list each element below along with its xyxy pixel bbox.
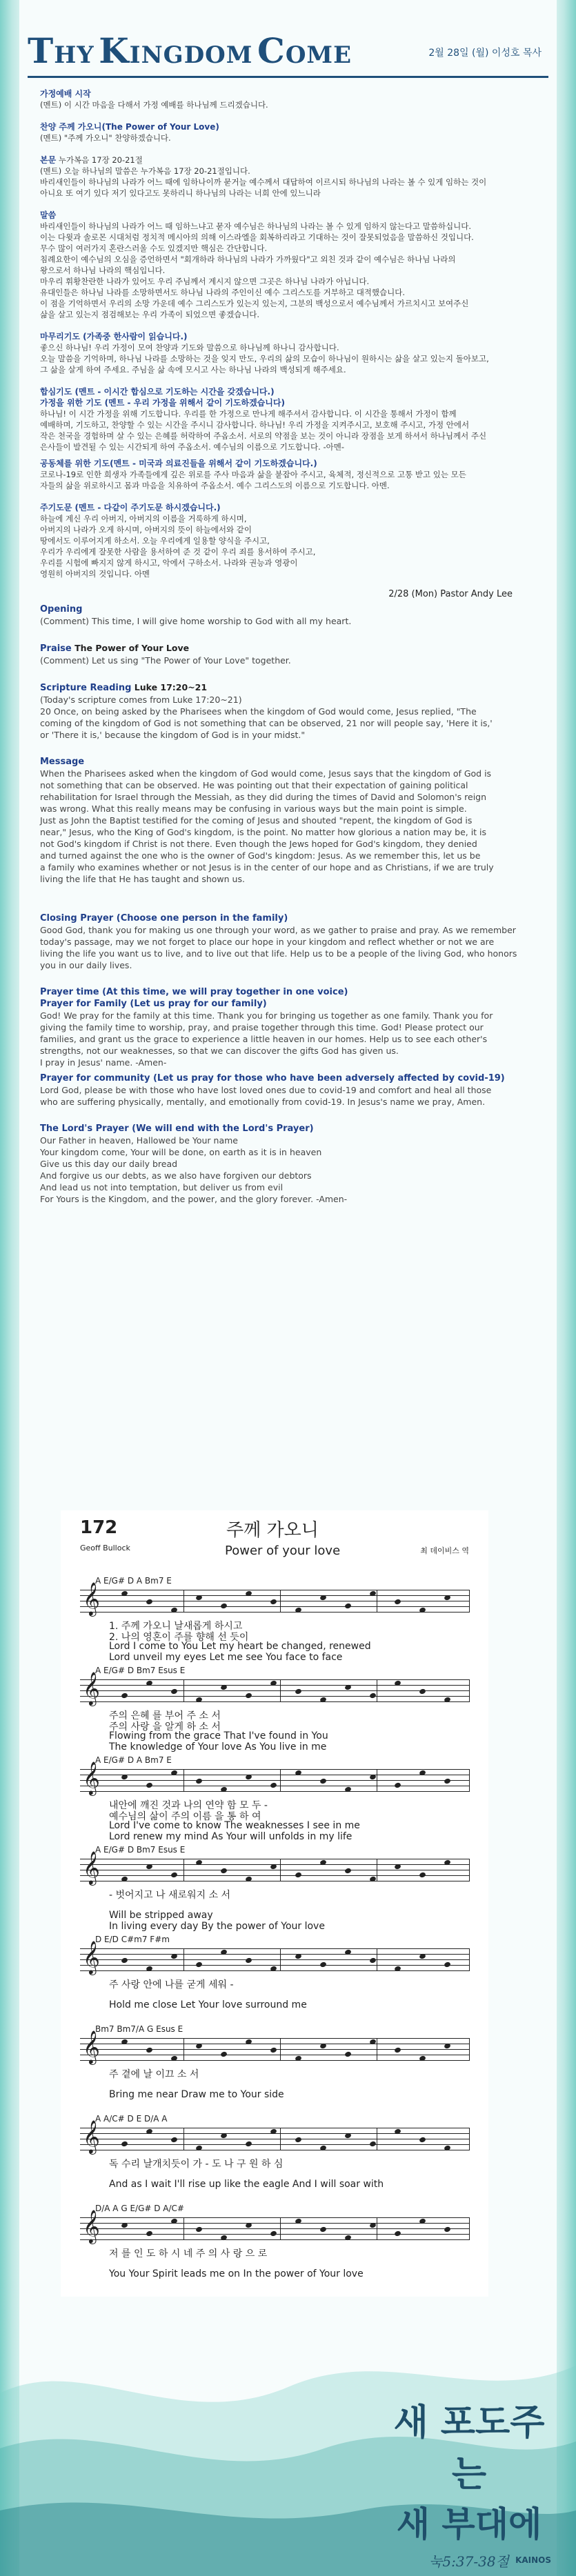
note-head xyxy=(394,1864,401,1870)
scripture-ref-ko: 누가복음 17장 20-21절 xyxy=(56,155,143,165)
community-prayer-line: Lord God, please be with those who have lost loved ones due to covid-19 and comfort and heal all those xyxy=(40,1085,492,1095)
bar-line xyxy=(280,1769,281,1792)
scripture-line: 20 Once, on being asked by the Pharisees when the kingdom of God would come, Jesus replied, "The xyxy=(40,706,477,717)
lyric-ko-verse1: 주 사랑 안에 나를 굳게 세워 - xyxy=(109,1979,234,1990)
note-head xyxy=(319,1778,327,1785)
chord-symbols: A E/G# D Bm7 Esus E xyxy=(95,1666,186,1675)
note-head xyxy=(369,2141,377,2148)
scripture-heading-en: Scripture Reading xyxy=(40,683,132,693)
staff-line xyxy=(80,2239,470,2240)
lords-prayer-line: Our Father in heaven, Hallowed be Your name xyxy=(40,1135,238,1146)
lyric-en-verse1: Lord I come to You Let my heart be changed, renewed xyxy=(109,1641,371,1652)
translator: 최 데이비스 역 xyxy=(420,1546,469,1555)
staff-line xyxy=(80,2144,470,2145)
lyric-ko-verse1: 주 곁에 날 이끄 소 서 xyxy=(109,2069,199,2080)
note-head xyxy=(444,1961,451,1968)
note-head xyxy=(369,1693,377,1699)
opening-text-en: (Comment) This time, I will give home worship to God with all my heart. xyxy=(40,616,352,626)
lords-prayer-line: 하늘에 계신 우리 아버지, 아버지의 이름을 거룩하게 하시며, xyxy=(40,514,247,523)
note-head xyxy=(319,2043,327,2050)
staff-line xyxy=(80,1701,470,1702)
lords-prayer-line: For Yours is the Kingdom, and the power, and the glory forever. -Amen- xyxy=(40,1194,348,1204)
lyric-ko-verse1: 주의 은혜 를 부어 주 소 서 xyxy=(109,1710,221,1721)
praise-heading-ko: 찬양 주께 가오니(The Power of Your Love) xyxy=(40,122,219,132)
lyric-ko-verse2: 2. 나의 영혼이 주를 향해 선 듯이 xyxy=(109,1632,249,1643)
community-prayer-line: 자들의 삶을 위로하시고 몸과 마음을 치유하여 주옵소서. 예수 그리스도의 이름으로 기도합니다. 아멘. xyxy=(40,481,390,490)
english-section xyxy=(40,603,547,1205)
note-head xyxy=(295,1872,302,1879)
campaign-reference: 눅5:37-38절 xyxy=(429,2553,509,2570)
message-line: 무수 많이 여러가지 혼란스러울 수도 있겠지만 핵심은 간단합니다. xyxy=(40,243,268,253)
message-line: was wrong. What this really means may be confusing in various ways but the main point is simple. xyxy=(40,803,467,814)
scripture-line: (멘트) 오늘 하나님의 말씀은 누가복음 17장 20-21절입니다. xyxy=(40,166,250,176)
note-head xyxy=(270,1782,277,1789)
note-head xyxy=(121,1957,128,1964)
message-line: When the Pharisees asked when the kingdom of God would come, Jesus says that the kingdom of God is xyxy=(40,768,492,779)
message-line: near," Jesus, who the King of God's kingdom, is the point. No matter how glorious a nation may be, it is xyxy=(40,827,487,837)
kairos-logo: KAINOS xyxy=(515,2555,551,2565)
lyric-en-verse2: The knowledge of Your love As You live in me xyxy=(109,1741,327,1753)
staff-line xyxy=(80,1780,470,1781)
lyric-en-verse1: Will be stripped away xyxy=(109,1910,213,1921)
message-line: not God's kingdom if Christ is not there. Even though the Jews hoped for God's kingdom, they denied xyxy=(40,839,477,849)
note-head xyxy=(146,1864,153,1870)
prayer-heading-ko: 합심기도 (멘트 - 이시간 합심으로 기도하는 시간을 갖겠습니다.) xyxy=(40,387,275,397)
message-line: 침례요한이 예수님의 오심을 증언하면서 "회개하라 하나님의 나라가 가까웠다"고 외친 것과 같이 예수님은 하나님 나라의 xyxy=(40,254,456,264)
staff-line xyxy=(80,1954,470,1955)
note-head xyxy=(369,1957,377,1964)
closing-line: you in our daily lives. xyxy=(40,960,132,970)
message-line: and turned against the one who is the owner of God's kingdom: Jesus. As we remember this, let us be xyxy=(40,850,481,861)
lords-prayer-line: 땅에서도 이루어지게 하소서. 오늘 우리에게 일용할 양식을 주시고, xyxy=(40,536,270,546)
treble-clef-icon: 𝄞 xyxy=(83,1850,100,1884)
note-head xyxy=(419,1688,426,1695)
note-head xyxy=(270,2047,277,2054)
campaign-title xyxy=(390,2393,548,2570)
note-head xyxy=(319,1595,327,1601)
message-line: 왕으로서 하나님 나라의 핵심입니다. xyxy=(40,266,166,275)
staff-line xyxy=(80,2223,470,2224)
note-head xyxy=(121,1693,128,1699)
bar-line xyxy=(469,2217,470,2240)
note-head xyxy=(245,2222,252,2229)
note-head xyxy=(121,2141,128,2148)
scripture-heading-ko: 본문 xyxy=(40,155,57,165)
note-head xyxy=(270,2230,277,2237)
bar-line xyxy=(469,1859,470,1881)
note-head xyxy=(220,1684,228,1691)
staff-line xyxy=(80,1769,470,1770)
note-head xyxy=(170,1953,178,1960)
bar-line xyxy=(469,1769,470,1792)
staff xyxy=(80,1940,470,1974)
date-pastor-ko: 2월 28일 (월) 이성호 목사 xyxy=(428,48,542,59)
opening-heading-en: Opening xyxy=(40,604,83,615)
bar-line xyxy=(280,1948,281,1971)
bar-line xyxy=(183,1769,184,1792)
chord-symbols: D/A A G E/G# D A/C# xyxy=(95,2204,184,2213)
community-prayer-heading-en: Prayer for community (Let us pray for those who have been adversely affected by covid-19) xyxy=(40,1073,505,1084)
closing-line: today's passage, may we not forget to place our hope in your kingdom and reflect whether or not we are xyxy=(40,937,495,947)
closing-line: Good God, thank you for making us one through your word, as we gather to praise and pray. As we remember xyxy=(40,925,516,935)
praise-text-ko: (멘트) "주께 가오니" 찬양하겠습니다. xyxy=(40,133,171,143)
scripture-ref-en: Luke 17:20~21 xyxy=(131,682,208,692)
family-prayer-line: I pray in Jesus' name. -Amen- xyxy=(40,1057,167,1068)
staff xyxy=(80,2209,470,2243)
staff-line xyxy=(80,2038,470,2039)
lyric-en-verse1: Hold me close Let Your love surround me xyxy=(109,1999,307,2010)
note-head xyxy=(146,2047,153,2054)
message-line: 삶을 살고 있는지 점검해보는 우리 가족이 되었으면 좋겠습니다. xyxy=(40,310,260,319)
staff-line xyxy=(80,1606,470,1607)
note-head xyxy=(394,2047,401,2054)
chord-symbols: A E/G# D Bm7 Esus E xyxy=(95,1845,186,1855)
message-line: living the life that He has taught and shown us. xyxy=(40,874,245,884)
bar-line xyxy=(183,1590,184,1613)
lords-prayer-line: Your kingdom come, Your will be done, on earth as it is in heaven xyxy=(40,1147,322,1157)
lords-prayer-line: And lead us not into temptation, but deliver us from evil xyxy=(40,1182,284,1192)
message-line: a family who examines whether or not Jesus is in the center of our hope and as Christians, if we are truly xyxy=(40,862,494,872)
header xyxy=(28,28,548,78)
note-head xyxy=(146,1782,153,1789)
note-head xyxy=(444,2043,451,2050)
family-prayer-line: 은사들이 발견될 수 있는 시간되게 하여 주옵소서. 예수님의 이름으로 기도합니다. -아멘- xyxy=(40,442,344,452)
note-head xyxy=(394,1782,401,1789)
note-head xyxy=(121,2222,128,2229)
opening-text-ko: (멘트) 이 시간 마음을 다해서 가정 예배를 하나님께 드리겠습니다. xyxy=(40,100,268,110)
lords-prayer-heading-ko: 주기도문 (멘트 - 다같이 주기도문 하시겠습니다.) xyxy=(40,503,221,512)
bar-line xyxy=(469,1590,470,1613)
family-prayer-line: God! We pray for the family at this time. Thank you for bringing us together as one family. Thank you for xyxy=(40,1010,493,1021)
message-heading-en: Message xyxy=(40,757,85,767)
treble-clef-icon: 𝄞 xyxy=(83,1940,100,1974)
bar-line xyxy=(469,1948,470,1971)
hymn-number: 172 xyxy=(80,1517,118,1538)
lyric-en-verse1: Bring me near Draw me to Your side xyxy=(109,2089,284,2100)
note-head xyxy=(344,1603,352,1610)
note-head xyxy=(295,1953,302,1960)
treble-clef-icon: 𝄞 xyxy=(83,1671,100,1705)
family-prayer-line: 하나님! 이 시간 가정을 위해 기도합니다. 우리를 한 가정으로 만나게 해주셔서 감사합니다. 이 시간을 통해서 가정이 함께 xyxy=(40,409,457,419)
note-head xyxy=(220,2133,228,2139)
lords-prayer-line: 우리를 시험에 빠지지 않게 하시고, 악에서 구하소서. 나라와 권능과 영광이 xyxy=(40,558,298,568)
bar-line xyxy=(183,1679,184,1702)
note-head xyxy=(195,2226,203,2233)
praise-title-en: The Power of Your Love xyxy=(71,643,190,653)
praise-heading-en: Praise xyxy=(40,643,72,654)
note-head xyxy=(444,1778,451,1785)
note-head xyxy=(220,1603,228,1610)
scripture-line: coming of the kingdom of God is not something that can be observed, 21 nor will people say, 'Here it is,' xyxy=(40,718,493,728)
lords-prayer-heading-en: The Lord's Prayer (We will end with the Lord's Prayer) xyxy=(40,1124,314,1134)
staff xyxy=(80,1671,470,1705)
closing-line: 그 삶을 살게 하여 주세요. 주님을 삶 속에 모시고 사는 하나님 나라의 백성되게 해주세요. xyxy=(40,365,346,375)
lyric-en-verse2: Lord unveil my eyes Let me see You face to face xyxy=(109,1652,343,1663)
staff-line xyxy=(80,1791,470,1792)
lords-prayer-line: Give us this day our daily bread xyxy=(40,1159,178,1169)
lyric-en-verse2: Lord renew my mind As Your will unfolds in my life xyxy=(109,1831,352,1842)
message-line: 바리새인들이 하나님의 나라가 어느 때 임하느냐고 묻자 예수님은 하나님의 나라는 볼 수 있게 임하지 않는다고 말씀하십니다. xyxy=(40,221,472,231)
staff-line xyxy=(80,1696,470,1697)
bar-line xyxy=(183,1948,184,1971)
lords-prayer-line: 아버지의 나라가 오게 하시며, 아버지의 뜻이 하늘에서와 같이 xyxy=(40,525,252,535)
note-head xyxy=(419,2137,426,2144)
prayer-heading-en: Prayer time (At this time, we will pray together in one voice) xyxy=(40,987,348,997)
note-head xyxy=(295,2137,302,2144)
note-head xyxy=(245,1957,252,1964)
family-prayer-line: 작은 천국을 경험하며 살 수 있는 은혜를 허락하여 주옵소서. 서로의 약점을 보는 것이 아니라 장점을 보게 하셔서 하나님께서 주신 xyxy=(40,431,487,441)
note-head xyxy=(245,1693,252,1699)
message-line: 유대인들은 하나님 나라를 소망하면서도 하나님 나라의 주인이신 예수 그리스도를 거부하고 대적했습니다. xyxy=(40,288,406,297)
lyric-en-verse1: You Your Spirit leads me on In the power of Your love xyxy=(109,2268,364,2279)
note-head xyxy=(195,2043,203,2050)
lyric-ko-verse1: 독 수리 날개치듯이 가 - 도 나 구 원 하 심 xyxy=(109,2159,284,2170)
scripture-line: 바리새인들이 하나님의 나라가 어느 때에 임하나이까 묻거늘 예수께서 대답하여 이르시되 하나님의 나라는 볼 수 있게 임하는 것이 xyxy=(40,177,487,187)
note-head xyxy=(170,2137,178,2144)
bar-line xyxy=(183,2217,184,2240)
composer: Geoff Bullock xyxy=(80,1544,130,1552)
bar-line xyxy=(183,2128,184,2150)
korean-section xyxy=(40,88,547,579)
note-head xyxy=(170,1872,178,1879)
note-head xyxy=(245,1774,252,1781)
treble-clef-icon: 𝄞 xyxy=(83,2119,100,2153)
message-line: rehabilitation for Israel through the Messiah, as they did during the times of David and Solomon's reign xyxy=(40,792,487,802)
song-title-en: Power of your love xyxy=(225,1544,341,1558)
lyric-en-verse1: Flowing from the grace That I've found in You xyxy=(109,1730,328,1741)
closing-heading-ko: 마무리기도 (가족중 한사람이 읽습니다.) xyxy=(40,332,188,341)
chord-symbols: A A/C# D E D/A A xyxy=(95,2114,168,2124)
message-line: 이는 다윗과 솔로몬 시대처럼 정치적 메시아의 의해 이스라엘을 회복하리라고 기대하는 것이 잘못되었음을 말씀하신 것입니다. xyxy=(40,232,474,242)
note-head xyxy=(146,1599,153,1606)
note-head xyxy=(220,1868,228,1875)
message-line: Just as John the Baptist testified for the coming of Jesus and shouted "repent, the kingdom of God is xyxy=(40,815,473,826)
staff-line xyxy=(80,2228,470,2229)
lyric-en-verse2: In living every day By the power of Your love xyxy=(109,1921,325,1932)
family-prayer-line: 예배하며, 기도하고, 찬양할 수 있는 시간을 주시니 감사합니다. 하나님! 우리 가정을 지켜주시고, 보호해 주시고, 가정 안에서 xyxy=(40,420,470,430)
staff-line xyxy=(80,1612,470,1613)
note-head xyxy=(344,1868,352,1875)
bar-line xyxy=(183,2038,184,2061)
praise-text-en: (Comment) Let us sing "The Power of Your Love" together. xyxy=(40,655,291,666)
lyric-ko-verse1: 내안에 깨진 것과 나의 연약 함 모 두 - xyxy=(109,1800,268,1811)
bar-line xyxy=(280,2217,281,2240)
note-head xyxy=(319,1961,327,1968)
community-prayer-line: 코로나-19로 인한 희생자 가족들에게 깊은 위로를 주사 마음과 삶을 붙잡아 주시고, 육체적, 정신적으로 고통 받고 있는 모든 xyxy=(40,470,466,479)
staff-line xyxy=(80,1595,470,1596)
staff-line xyxy=(80,1948,470,1949)
note-head xyxy=(295,1688,302,1695)
staff-line xyxy=(80,1959,470,1960)
closing-line: 오늘 말씀을 기억하며, 하나님 나라를 소망하는 것을 잊지 만도, 우리의 삶의 모습이 하나님이 원하시는 삶을 살고 있는지 돌아보고, xyxy=(40,354,489,363)
staff-line xyxy=(80,1875,470,1876)
treble-clef-icon: 𝄞 xyxy=(83,2209,100,2243)
note-head xyxy=(146,2230,153,2237)
bar-line xyxy=(280,2128,281,2150)
treble-clef-icon: 𝄞 xyxy=(83,1761,100,1795)
bar-line xyxy=(280,1859,281,1881)
sheet-music xyxy=(61,1510,488,2297)
note-head xyxy=(245,2141,252,2148)
message-line: not something that can be observed. He was pointing out that their expectation of gaining political xyxy=(40,780,468,790)
note-head xyxy=(344,2133,352,2139)
date-pastor-en: 2/28 (Mon) Pastor Andy Lee xyxy=(388,589,513,599)
note-head xyxy=(344,2051,352,2058)
staff xyxy=(80,2030,470,2064)
bar-line xyxy=(469,1679,470,1702)
note-head xyxy=(394,2230,401,2237)
note-head xyxy=(419,1872,426,1879)
lyric-ko-verse2: 예수님의 삶이 주의 이름 을 통 하 여 xyxy=(109,1811,261,1822)
family-prayer-heading-en: Prayer for Family (Let us pray for our family) xyxy=(40,999,267,1009)
staff-line xyxy=(80,2217,470,2218)
family-prayer-line: families, and grant us the grace to experience a little heaven in our homes. Help us to see each other's xyxy=(40,1034,488,1044)
closing-line: living the life you want us to live, and to live out that life. Help us to be a people of the living God, who honors xyxy=(40,948,517,959)
bar-line xyxy=(280,1590,281,1613)
lyric-ko-verse1: 저 를 인 도 하 시 네 주 의 사 랑 으 로 xyxy=(109,2248,268,2259)
chord-symbols: D E/D C#m7 F#m xyxy=(95,1935,170,1944)
message-heading-ko: 말씀 xyxy=(40,210,57,220)
song-title-ko: 주께 가오니 xyxy=(226,1520,319,1541)
note-head xyxy=(369,1774,377,1781)
opening-heading-ko: 가정예배 시작 xyxy=(40,89,91,99)
note-head xyxy=(121,1774,128,1781)
closing-line: 좋으신 하나님! 우리 가정이 모여 찬양과 기도와 말씀으로 하나님께 하나니 감사합니다. xyxy=(40,343,339,352)
scripture-line: or 'There it is,' because the kingdom of God is in your midst." xyxy=(40,730,306,740)
scripture-line: (Today's scripture comes from Luke 17:20~21) xyxy=(40,695,242,705)
family-prayer-line: strengths, not our weaknesses, so that we can discover the gifts God has given us. xyxy=(40,1046,399,1056)
chord-symbols: A E/G# D A Bm7 E xyxy=(95,1755,172,1765)
bar-line xyxy=(469,2128,470,2150)
lords-prayer-line: 우리가 우리에게 잘못한 사람을 용서하여 준 것 같이 우리 죄를 용서하여 주시고, xyxy=(40,547,316,557)
note-head xyxy=(195,1961,203,1968)
note-head xyxy=(444,2226,451,2233)
community-prayer-heading-ko: 공동체를 위한 기도(멘트 - 미국과 의료진들을 위해서 같이 기도하겠습니다.) xyxy=(40,459,317,468)
family-prayer-heading-ko: 가정을 위한 기도 (멘트 - 우리 가정을 위해서 같이 기도하겠습니다) xyxy=(40,398,285,408)
lyric-en-verse1: Lord I've come to know The weaknesses I see in me xyxy=(109,1820,360,1831)
treble-clef-icon: 𝄞 xyxy=(83,1581,100,1615)
lyric-en-verse1: And as I wait I'll rise up like the eagle And I will soar with xyxy=(109,2179,384,2190)
chord-symbols: Bm7 Bm7/A G Esus E xyxy=(95,2024,183,2034)
note-head xyxy=(344,1684,352,1691)
community-prayer-line: who are suffering physically, mentally, and emotionally from covid-19. In Jesus's name we pray, Amen. xyxy=(40,1097,486,1107)
note-head xyxy=(369,2222,377,2229)
family-prayer-line: giving the family time to worship, pray, and praise together through this time. God! Please protect our xyxy=(40,1022,484,1032)
bar-line xyxy=(280,1679,281,1702)
chord-symbols: A E/G# D A Bm7 E xyxy=(95,1576,172,1586)
scripture-line: 아니요 또 여기 있다 저기 있다고도 못하리니 하나님의 나라는 너희 안에 있느니라 xyxy=(40,188,321,198)
campaign-line2: 새 부대에 xyxy=(396,2504,542,2544)
bar-line xyxy=(469,2038,470,2061)
campaign-line1: 새 포도주는 xyxy=(393,2402,545,2495)
note-head xyxy=(220,2051,228,2058)
note-head xyxy=(270,1864,277,1870)
worship-guide xyxy=(40,81,547,1205)
message-line: 마우리 휘황찬란한 나라가 있어도 우리 주님께서 계시지 않으면 그곳은 하나님 나라가 아닙니다. xyxy=(40,277,370,286)
lyric-ko-verse2: 주의 사랑 을 알게 하 소 서 xyxy=(109,1721,221,1733)
note-head xyxy=(195,1778,203,1785)
note-head xyxy=(419,1953,426,1960)
bar-line xyxy=(280,2038,281,2061)
note-head xyxy=(270,1599,277,1606)
thy-kingdom-come-logo: THY KINGDOM COME xyxy=(28,30,352,71)
staff-line xyxy=(80,2060,470,2061)
note-head xyxy=(195,1595,203,1601)
message-line: 이 점을 기억하면서 우리의 소망 가운데 예수 그리스도가 있는지 있는지, 그분의 백성으로서 예수님께서 가르치시고 보여주신 xyxy=(40,299,469,308)
staff xyxy=(80,1761,470,1795)
lords-prayer-line: And forgive us our debts, as we also have forgiven our debtors xyxy=(40,1170,312,1181)
note-head xyxy=(444,1595,451,1601)
note-head xyxy=(394,1599,401,1606)
lyric-ko-verse1: - 벗어지고 나 새로워지 소 서 xyxy=(109,1890,231,1901)
lyric-ko-verse1: 1. 주께 가오니 날새롭게 하시고 xyxy=(109,1621,243,1632)
lords-prayer-line: 영원히 아버지의 것입니다. 아멘 xyxy=(40,569,150,579)
note-head xyxy=(319,2226,327,2233)
bar-line xyxy=(183,1859,184,1881)
closing-heading-en: Closing Prayer (Choose one person in the family) xyxy=(40,913,288,923)
staff-line xyxy=(80,1690,470,1691)
treble-clef-icon: 𝄞 xyxy=(83,2030,100,2064)
note-head xyxy=(170,1688,178,1695)
